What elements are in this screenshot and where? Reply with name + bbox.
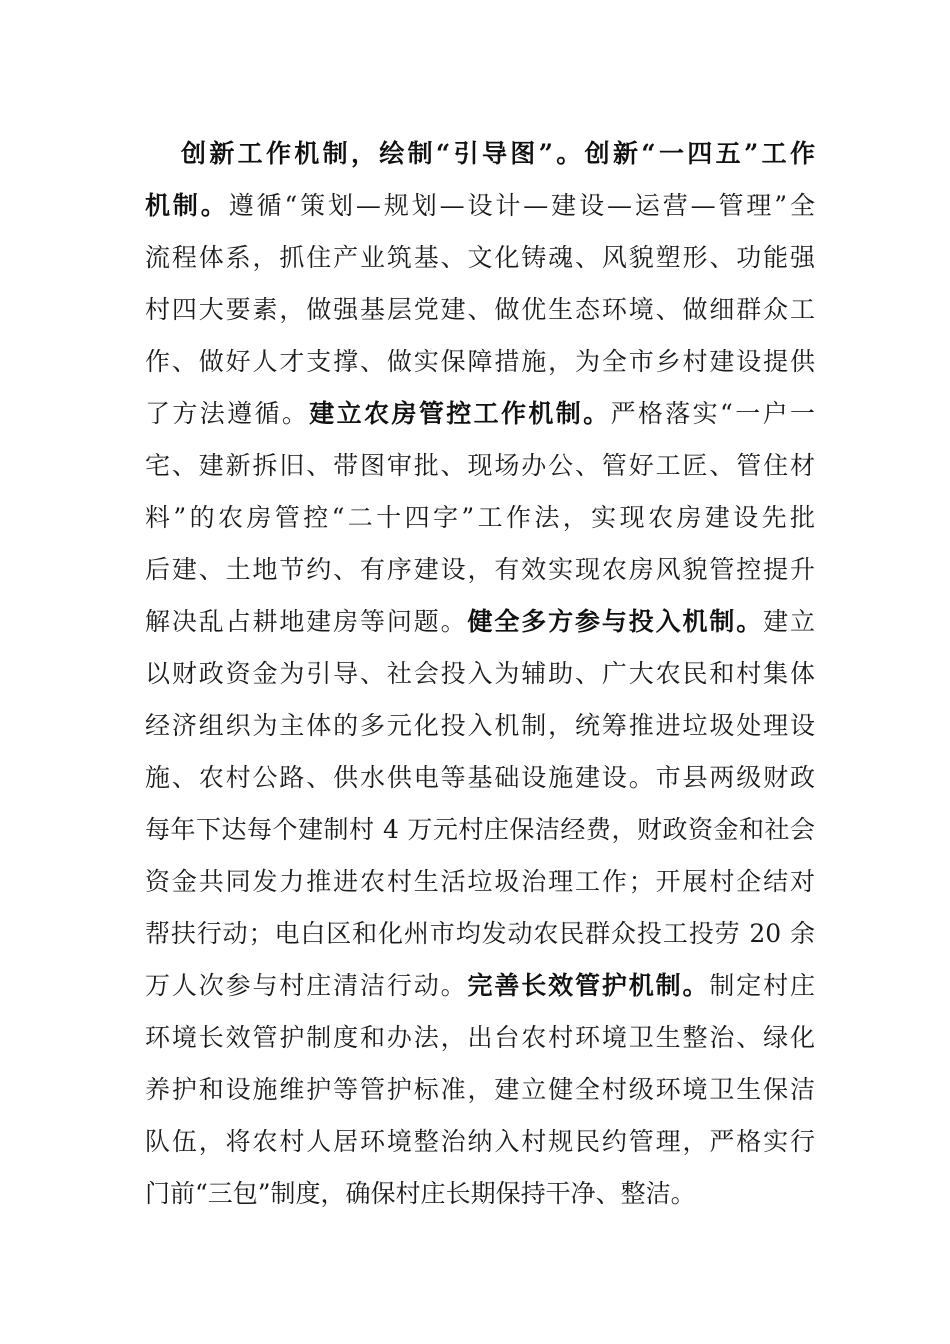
body-text: 村四大要素，做强基层党建、做优生态环境、做细群众工: [145, 295, 815, 324]
body-text: 门前“三包”制度，确保村庄长期保持干净、整洁。: [145, 1179, 696, 1208]
body-text: 严格落实“一户一: [610, 399, 815, 428]
text-line: [145, 752, 815, 804]
body-text: 养护和设施维护等管护标准，建立健全村级环境卫生保洁: [145, 1075, 815, 1104]
bold-heading-text: 健全多方参与投入机制。: [467, 607, 764, 636]
text-line: [145, 1116, 815, 1168]
bold-heading-text: 建立农房管控工作机制。: [309, 399, 611, 428]
bold-heading-text: 机制。: [145, 191, 229, 220]
text-line: [145, 700, 815, 752]
text-line: [145, 648, 815, 700]
text-line: [145, 908, 815, 960]
body-text: 建立: [763, 607, 815, 636]
body-text: 作、做好人才支撑、做实保障措施，为全市乡村建设提供: [145, 347, 815, 376]
body-text: 以财政资金为引导、社会投入为辅助、广大农民和村集体: [145, 659, 815, 688]
text-line: [145, 804, 815, 856]
bold-heading-text: 创新工作机制，绘制“引导图”。创新“一四五”工作: [181, 139, 815, 168]
bold-heading-text: 完善长效管护机制。: [467, 971, 710, 1000]
text-line: [145, 284, 815, 336]
body-paragraph: [145, 128, 815, 1220]
text-line: [145, 336, 815, 388]
body-text: 了方法遵循。: [145, 399, 310, 428]
body-text: 每年下达每个建制村 4 万元村庄保洁经费，财政资金和社会: [145, 815, 815, 844]
text-line: [145, 492, 815, 544]
body-text: 施、农村公路、供水供电等基础设施建设。市县两级财政: [145, 763, 815, 792]
body-text: 资金共同发力推进农村生活垃圾治理工作；开展村企结对: [145, 867, 815, 896]
text-line: [145, 960, 815, 1012]
text-line: [145, 856, 815, 908]
text-line: [145, 544, 815, 596]
body-text: 后建、土地节约、有序建设，有效实现农房风貌管控提升: [145, 555, 815, 584]
text-line: [145, 128, 815, 180]
body-text: 料”的农房管控“二十四字”工作法，实现农房建设先批: [145, 503, 815, 532]
body-text: 队伍，将农村人居环境整治纳入村规民约管理，严格实行: [145, 1127, 815, 1156]
body-text: 宅、建新拆旧、带图审批、现场办公、管好工匠、管住材: [145, 451, 815, 480]
body-text: 制定村庄: [709, 971, 815, 1000]
text-line: [145, 232, 815, 284]
body-text: 经济组织为主体的多元化投入机制，统筹推进垃圾处理设: [145, 711, 815, 740]
body-text: 遵循“策划—规划—设计—建设—运营—管理”全: [228, 191, 815, 220]
text-line: [145, 1012, 815, 1064]
body-text: 解决乱占耕地建房等问题。: [145, 607, 468, 636]
body-text: 帮扶行动；电白区和化州市均发动农民群众投工投劳 20 余: [145, 919, 815, 948]
text-line: [145, 180, 815, 232]
text-line: [145, 1064, 815, 1116]
text-line: [145, 596, 815, 648]
body-text: 万人次参与村庄清洁行动。: [145, 971, 468, 1000]
body-text: 环境长效管护制度和办法，出台农村环境卫生整治、绿化: [145, 1023, 815, 1052]
body-text: 流程体系，抓住产业筑基、文化铸魂、风貌塑形、功能强: [145, 243, 815, 272]
text-line: [145, 1168, 815, 1220]
text-line: [145, 388, 815, 440]
text-line: [145, 440, 815, 492]
